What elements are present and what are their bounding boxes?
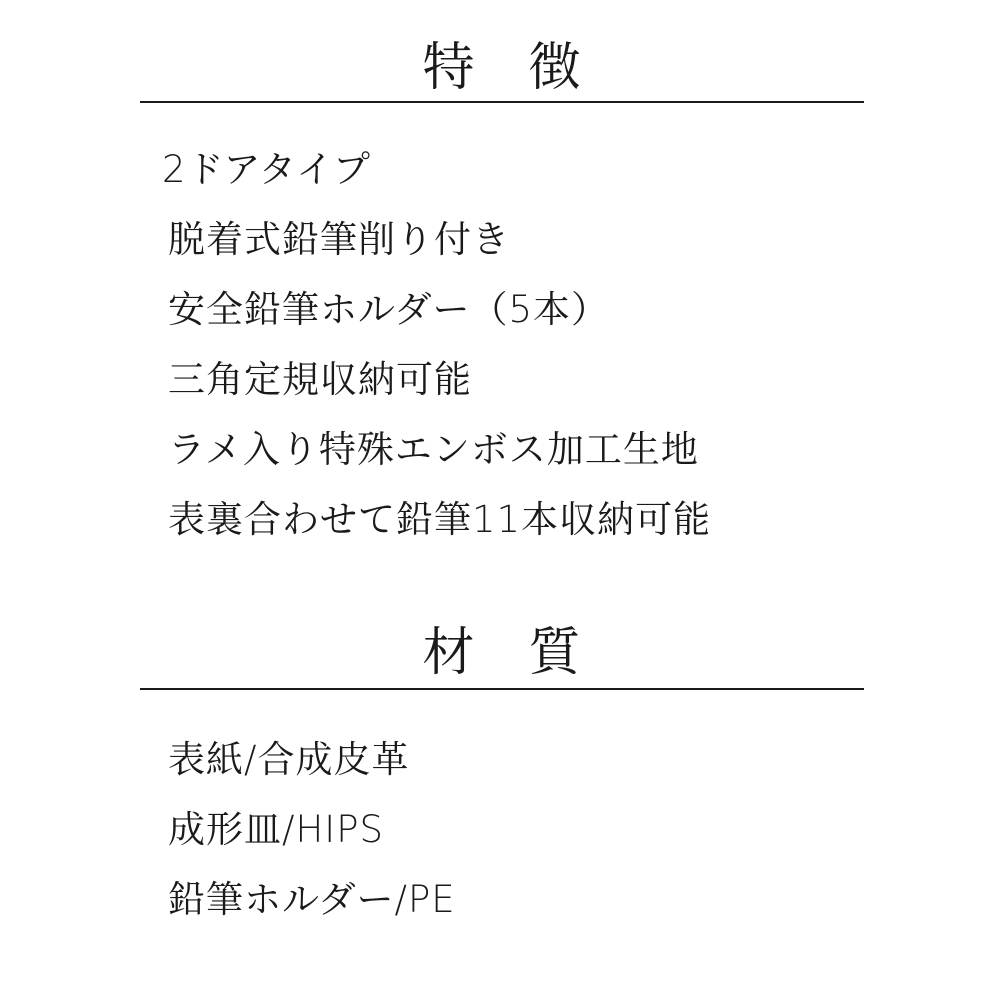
material-list: [168, 725, 456, 935]
material-item: 鉛筆ホルダー/PE: [168, 878, 456, 921]
material-divider: [140, 688, 864, 690]
material-heading: 材 質: [422, 623, 582, 683]
features-divider: [140, 101, 864, 103]
features-list: [162, 135, 712, 555]
material-item: 表紙/合成皮革: [168, 738, 410, 781]
feature-item: 三角定規収納可能: [168, 358, 472, 401]
feature-item: ラメ入り特殊エンボス加工生地: [168, 428, 699, 471]
features-heading: 特 徴: [422, 38, 582, 98]
feature-item: 2ドアタイプ: [162, 148, 371, 191]
feature-item: 安全鉛筆ホルダー（5本）: [168, 288, 610, 331]
feature-item: 表裏合わせて鉛筆11本収納可能: [168, 498, 712, 541]
material-item: 成形皿/HIPS: [168, 808, 384, 851]
feature-item: 脱着式鉛筆削り付き: [168, 218, 510, 261]
